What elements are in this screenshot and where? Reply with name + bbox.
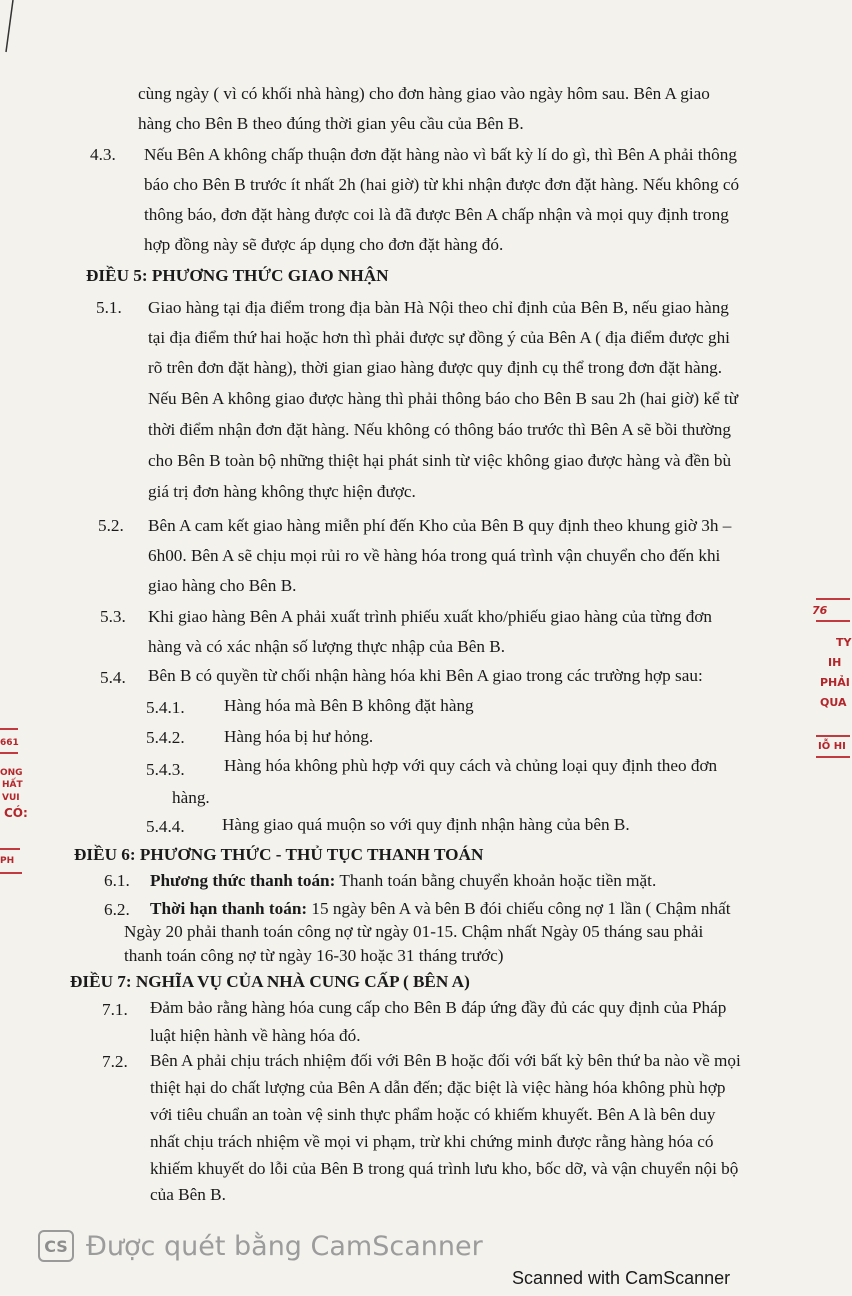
text-line xyxy=(150,899,731,919)
stamp-fragment: QUA xyxy=(820,696,847,709)
clause-number: 5.2. xyxy=(98,516,124,535)
stamp-rule xyxy=(0,752,18,754)
clause-number: 5.4.3. xyxy=(146,760,185,779)
text-line: hợp đồng này sẽ được áp dụng cho đơn đặt hàng đó. xyxy=(144,235,504,254)
stamp-fragment: IH xyxy=(828,656,842,669)
text-line: Giao hàng tại địa điểm trong địa bàn Hà Nội theo chỉ định của Bên B, nếu giao hàng xyxy=(148,298,729,317)
clause-number: 5.1. xyxy=(96,298,122,317)
text-line: Hàng giao quá muộn so với quy định nhận hàng của bên B. xyxy=(222,815,630,834)
text-line: Bên B có quyền từ chối nhận hàng hóa khi Bên A giao trong các trường hợp sau: xyxy=(148,666,703,685)
text-line: Nếu Bên A không giao được hàng thì phải thông báo cho Bên B sau 2h (hai giờ) kể từ xyxy=(148,389,739,408)
article-heading: ĐIỀU 5: PHƯƠNG THỨC GIAO NHẬN xyxy=(86,266,389,285)
text-line: cho Bên B toàn bộ những thiệt hại phát sinh từ việc không giao được hàng và đền bù xyxy=(148,451,732,470)
term-label: Thời hạn thanh toán: xyxy=(150,899,308,918)
stamp-fragment: IỖ HI xyxy=(818,741,846,752)
clause-number: 5.3. xyxy=(100,607,126,626)
text-line: hàng. xyxy=(172,788,210,807)
stamp-fragment: 661 xyxy=(0,738,19,748)
stamp-fragment: PHẢI xyxy=(820,676,850,689)
text-line: hàng và có xác nhận số lượng thực nhập của Bên B. xyxy=(148,637,506,656)
text-line: Bên A cam kết giao hàng miễn phí đến Kho của Bên B quy định theo khung giờ 3h – xyxy=(148,516,732,535)
stamp-fragment: HẤT xyxy=(2,780,23,790)
camscanner-watermark xyxy=(38,1230,483,1262)
article-heading: ĐIỀU 7: NGHĨA VỤ CỦA NHÀ CUNG CẤP ( BÊN A) xyxy=(70,972,470,991)
stamp-fragment: PH xyxy=(0,856,15,866)
text-line: 6h00. Bên A sẽ chịu mọi rủi ro về hàng hóa trong quá trình vận chuyển cho đến khi xyxy=(148,546,721,565)
text-line: Hàng hóa bị hư hỏng. xyxy=(224,727,374,746)
stamp-fragment: TY xyxy=(836,636,852,649)
stamp-rule xyxy=(816,756,850,758)
text-line: Nếu Bên A không chấp thuận đơn đặt hàng nào vì bất kỳ lí do gì, thì Bên A phải thông xyxy=(144,145,737,164)
text-line: Hàng hóa không phù hợp với quy cách và chủng loại quy định theo đơn xyxy=(224,756,718,775)
stamp-rule xyxy=(816,598,850,600)
text-line: nhất chịu trách nhiệm về mọi vi phạm, trừ khi chứng minh được rằng hàng hóa có xyxy=(150,1132,714,1151)
text-line: hàng cho Bên B theo đúng thời gian yêu cầu của Bên B. xyxy=(138,114,524,133)
clause-number: 5.4.2. xyxy=(146,728,185,747)
text-line: báo cho Bên B trước ít nhất 2h (hai giờ) từ khi nhận được đơn đặt hàng. Nếu không có xyxy=(144,175,740,194)
text-line: Ngày 20 phải thanh toán công nợ từ ngày 01-15. Chậm nhất Ngày 05 tháng sau phải xyxy=(124,922,704,941)
stamp-rule xyxy=(0,872,22,874)
clause-number: 5.4.1. xyxy=(146,698,185,717)
text-line: của Bên B. xyxy=(150,1185,226,1204)
page-edge-mark xyxy=(0,0,20,60)
clause-number: 6.1. xyxy=(104,871,130,890)
text-line: với tiêu chuẩn an toàn vệ sinh thực phẩm hoặc có khiếm khuyết. Bên A là bên duy xyxy=(150,1105,716,1124)
stamp-rule xyxy=(816,735,850,737)
text-line: luật hiện hành về hàng hóa đó. xyxy=(150,1026,361,1045)
text-line: Đảm bảo rằng hàng hóa cung cấp cho Bên B đáp ứng đầy đủ các quy định của Pháp xyxy=(150,998,727,1017)
term-label: Phương thức thanh toán: xyxy=(150,871,336,890)
stamp-fragment: ONG xyxy=(0,768,23,778)
text-line: thiệt hại do chất lượng của Bên A dẫn đến; đặc biệt là việc hàng hóa không phù hợp xyxy=(150,1078,726,1097)
text-line: Hàng hóa mà Bên B không đặt hàng xyxy=(224,696,474,715)
text-line: thanh toán công nợ từ ngày 16-30 hoặc 31 tháng trước) xyxy=(124,946,504,965)
stamp-rule xyxy=(816,620,850,622)
text-line: Bên A phải chịu trách nhiệm đối với Bên B hoặc đối với bất kỳ bên thứ ba nào về mọi xyxy=(150,1051,741,1070)
text-line: cùng ngày ( vì có khối nhà hàng) cho đơn hàng giao vào ngày hôm sau. Bên A giao xyxy=(138,84,710,103)
stamp-rule xyxy=(0,728,18,730)
text-line: tại địa điểm thứ hai hoặc hơn thì phải được sự đồng ý của Bên A ( địa điểm được ghi xyxy=(148,328,730,347)
camscanner-logo-icon: CS xyxy=(38,1230,74,1262)
clause-number: 7.2. xyxy=(102,1052,128,1071)
stamp-fragment: VUI xyxy=(2,793,20,803)
clause-number: 6.2. xyxy=(104,900,130,919)
watermark-text: Được quét bằng CamScanner xyxy=(86,1230,483,1262)
text-line: giá trị đơn hàng không thực hiện được. xyxy=(148,482,416,501)
text-line: khiếm khuyết do lỗi của Bên B trong quá trình lưu kho, bốc dỡ, và vận chuyển nội bộ xyxy=(150,1159,739,1178)
scanned-footer: Scanned with CamScanner xyxy=(512,1268,731,1288)
text-line xyxy=(150,871,656,891)
clause-number: 4.3. xyxy=(90,145,116,164)
text-line: thông báo, đơn đặt hàng được coi là đã được Bên A chấp nhận và mọi quy định trong xyxy=(144,205,729,224)
text-line: Khi giao hàng Bên A phải xuất trình phiếu xuất kho/phiếu giao hàng của từng đơn xyxy=(148,607,713,626)
text-line: thời điểm nhận đơn đặt hàng. Nếu không có thông báo trước thì Bên A sẽ bồi thường xyxy=(148,420,731,439)
text-line: giao hàng cho Bên B. xyxy=(148,576,297,595)
article-heading: ĐIỀU 6: PHƯƠNG THỨC - THỦ TỤC THANH TOÁN xyxy=(74,845,484,864)
text-line: rõ trên đơn đặt hàng), thời gian giao hàng được quy định cụ thể trong đơn đặt hàng. xyxy=(148,358,723,377)
clause-number: 5.4.4. xyxy=(146,817,185,836)
clause-number: 7.1. xyxy=(102,1000,128,1019)
stamp-fragment: CÓ: xyxy=(4,806,28,820)
term-text: Thanh toán bằng chuyển khoản hoặc tiền mặt. xyxy=(335,871,657,890)
stamp-fragment: 76 xyxy=(812,604,828,617)
stamp-rule xyxy=(0,848,20,850)
term-text: 15 ngày bên A và bên B đói chiếu công nợ 1 lần ( Chậm nhất xyxy=(307,899,731,918)
clause-number: 5.4. xyxy=(100,668,126,687)
